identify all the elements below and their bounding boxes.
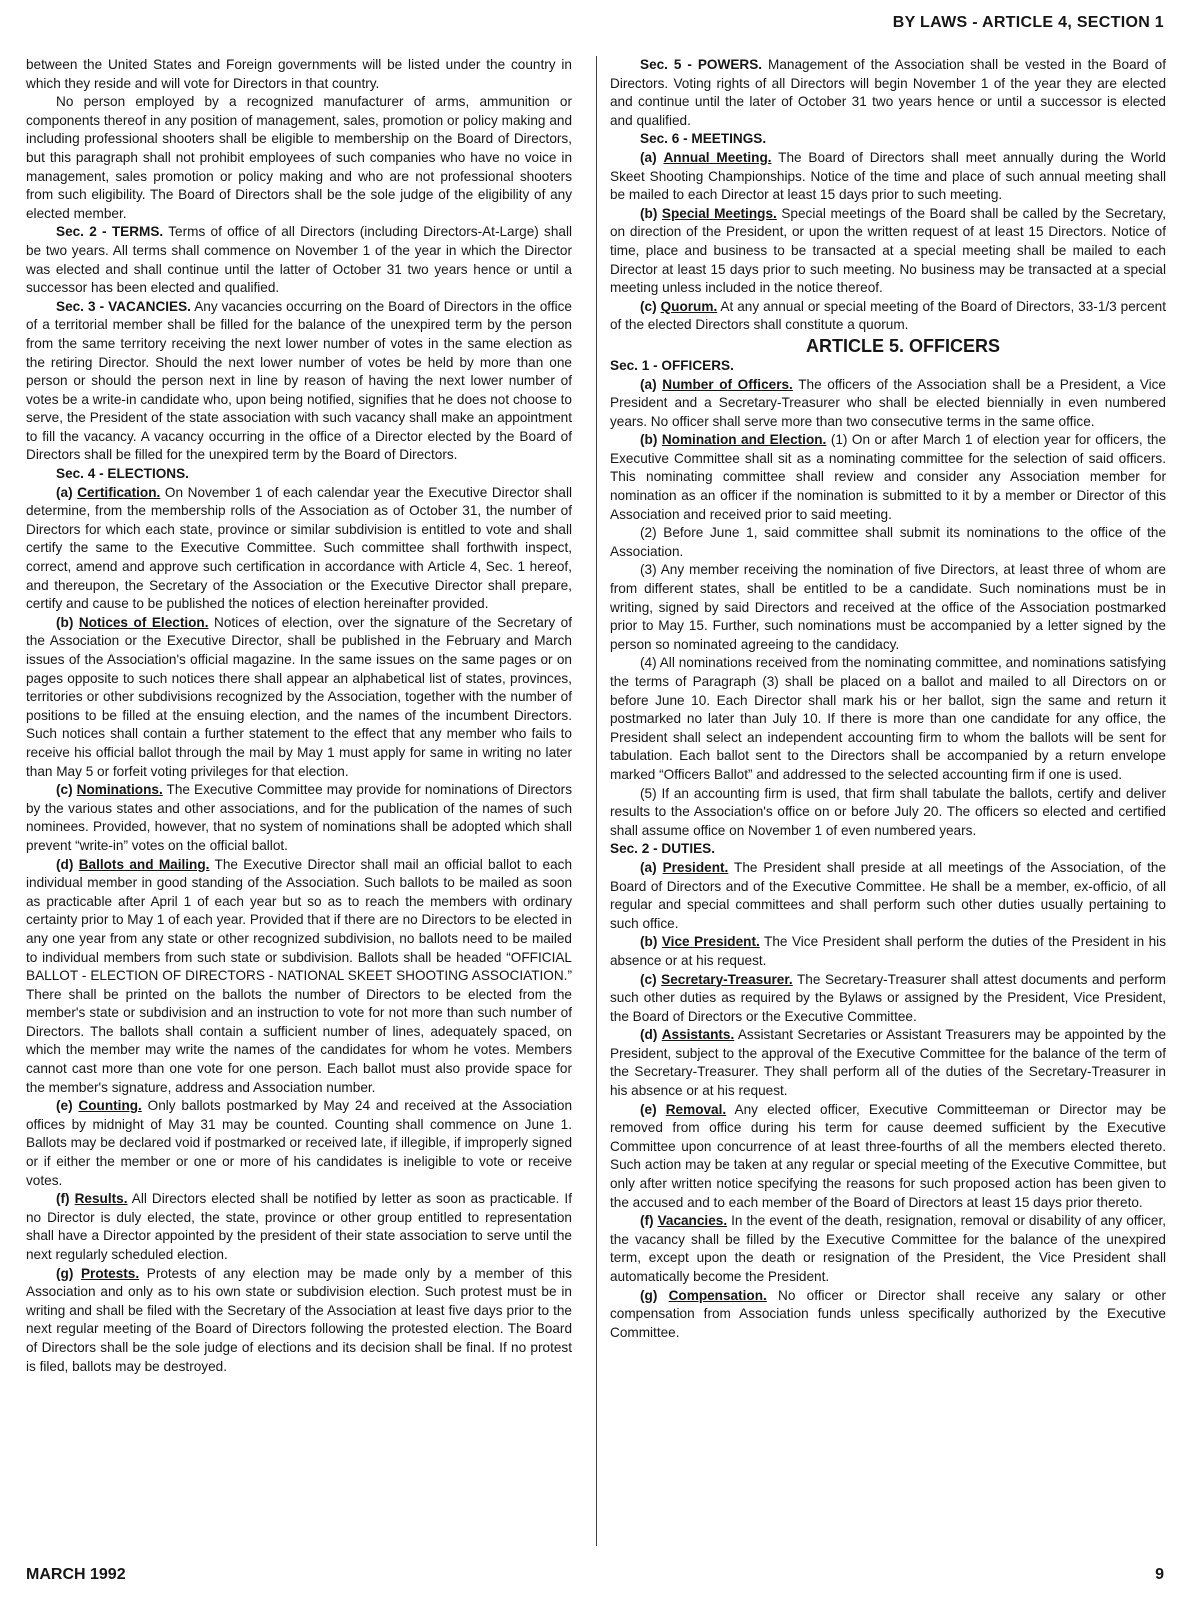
paragraph: (5) If an accounting firm is used, that firm shall tabulate the ballots, certify and deliver results to the Association's office on or before July 20. The officers so elected and certified shall assume office on November 1 of even numbered years.: [610, 785, 1166, 838]
clause-title: Quorum.: [660, 298, 718, 314]
clause-label: (a): [640, 149, 657, 165]
clause-vice-president: [610, 933, 1166, 970]
clause-text: Any elected officer, Executive Committeeman or Director may be removed from office during his term for cause deemed sufficient by the Executive Committee upon concurrence of at least three-fourths of all the members elected thereto. Such action may be taken at any regular or special meeting of the Executive Committee, but only after written notice specifying the reasons for such proposed action has been given to the accused and to each member of the Board of Directors at least 15 days prior thereto.: [610, 1101, 1167, 1210]
clause-text: Assistant Secretaries or Assistant Treasurers may be appointed by the President, subject to the approval of the Executive Committee for the balance of the term of the Secretary-Treasurer. They shall perform all of the duties of the Secretary-Treasurer in his absence or at his request.: [610, 1027, 1167, 1099]
paragraph: between the United States and Foreign governments will be listed under the country in which they reside and will vote for Directors in that country.: [26, 57, 572, 91]
clause-text: (1) On or after March 1 of election year for officers, the Executive Committee shall sit as a nominating committee for the selection of said officers. This nominating committee shall review and consider any Association member for nomination as an officer if the nomination is submitted to it by a member or Director of this Association and received prior to said meeting.: [610, 432, 1167, 522]
clause-title: Nomination and Election.: [661, 432, 827, 448]
clause-g-protests: [26, 1265, 572, 1377]
running-header: BY LAWS - ARTICLE 4, SECTION 1: [892, 14, 1164, 31]
clause-text: On November 1 of each calendar year the Executive Director shall determine, from the membership rolls of the Association as of October 31, the number of Directors for which each state, province or similar subdivision is entitled to vote and shall certify the same to the Executive Committee. Such committee shall forthwith inspect, correct, amend and approve such certification in accordance with Article 4, Sec. 1 hereof, and thereupon, the Secretary of the Association or the Executive Director shall prepare, certify and cause to be published the notices of election hereinafter provided.: [26, 484, 572, 612]
clause-c-nominations: [26, 781, 572, 855]
paragraph: (3) Any member receiving the nomination of five Directors, at least three of whom are from different states, shall be entitled to be a candidate. Such nominations must be in writing, signed by said Directors and received at the office of the Association postmarked prior to May 15. Further, such nominations must be accompanied by a letter signed by the person so nominated agreeing to the candidacy.: [610, 562, 1166, 652]
section-text: Any vacancies occurring on the Board of Directors in the office of a territorial member shall be filled for the balance of the unexpired term by the person from the same territory receiving the next lower number of votes in the same election as the retiring Director. Should the next lower number of votes be held by more than one person or should the person next in line by reason of having the next lower number of votes be a write-in candidate who, upon being notified, signifies that he does not choose to serve, the President of the state association with such vacancy shall make an appointment to fill the vacancy. A vacancy occurring in the office of a Director elected by the Board of Directors shall be filled for the unexpired term by the Board of Directors.: [26, 298, 572, 463]
clause-title: Nominations.: [76, 782, 163, 798]
clause-label: (b): [56, 614, 74, 630]
clause-special-meetings: [610, 205, 1166, 298]
clause-title: Vice President.: [661, 934, 760, 950]
section-5-powers: [610, 56, 1166, 130]
section-2-terms: [26, 223, 572, 297]
footer-date: MARCH 1992: [26, 1566, 126, 1583]
clause-f-results: [26, 1190, 572, 1264]
clause-e-counting: [26, 1097, 572, 1190]
clause-removal: [610, 1101, 1166, 1213]
clause-title: President.: [662, 859, 729, 875]
clause-title: Secretary-Treasurer.: [661, 971, 793, 987]
clause-title: Vacancies.: [657, 1213, 728, 1229]
section-heading: Sec. 1 - OFFICERS.: [610, 357, 734, 373]
clause-title: Certification.: [77, 484, 161, 500]
section-heading: Sec. 4 - ELECTIONS.: [56, 466, 189, 482]
clause-title: Removal.: [665, 1101, 727, 1117]
clause-label: (c): [640, 971, 657, 987]
clause-title: Protests.: [80, 1265, 140, 1281]
clause-text: At any annual or special meeting of the Board of Directors, 33-1/3 percent of the elected Directors shall constitute a quorum.: [610, 298, 1167, 333]
clause-label: (b): [640, 205, 658, 221]
clause-title: Ballots and Mailing.: [78, 856, 210, 872]
clause-label: (e): [640, 1101, 657, 1117]
clause-label: (b): [640, 934, 658, 950]
section-heading: Sec. 3 - VACANCIES.: [56, 298, 191, 314]
clause-assistants: [610, 1026, 1166, 1100]
section-heading: Sec. 2 - TERMS.: [56, 224, 164, 240]
clause-vacancies: [610, 1212, 1166, 1286]
clause-d-ballots: [26, 856, 572, 1098]
clause-text: The Vice President shall perform the duties of the President in his absence or at his request.: [610, 934, 1166, 968]
left-column: [26, 56, 572, 1376]
clause-text: Notices of election, over the signature of the Secretary of the Association or the Executive Director, shall be published in the February and March issues of the Association's official magazine. In the same issues on the same pages or on pages opposite to such notices there shall appear an alphabetical list of states, provinces, territories or other subdivisions recognized by the Association, together with the number of positions to be filled at the ensuing election, and the names of the incumbent Directors. Such notices shall contain a further statement to the effect that any member who fails to receive his official ballot through the mail by May 1 must apply for same in writing no later than May 5 or forfeit voting privileges for that election.: [26, 614, 573, 779]
clause-label: (c): [56, 782, 73, 798]
clause-title: Special Meetings.: [661, 205, 777, 221]
column-divider: [596, 56, 597, 1546]
clause-b-notices: [26, 614, 572, 781]
clause-compensation: [610, 1287, 1166, 1343]
clause-label: (f): [56, 1191, 70, 1207]
clause-number-of-officers: [610, 376, 1166, 432]
clause-label: (a): [640, 376, 657, 392]
clause-label: (b): [640, 432, 658, 448]
clause-title: Compensation.: [668, 1287, 767, 1303]
clause-label: (a): [640, 859, 657, 875]
clause-text: The President shall preside at all meetings of the Association, of the Board of Directors and of the Executive Committee. He shall be a member, ex-officio, of all regular and special committees and shall perform such other duties usually pertaining to such office.: [610, 859, 1167, 931]
clause-text: Special meetings of the Board shall be called by the Secretary, on direction of the President, or upon the written request of at least 15 Directors. Notice of time, place and business to be transacted at a special meeting shall be mailed to each Director at least 15 days prior to such meeting. No business may be transacted at a special meeting unless included in the notice thereof.: [610, 205, 1166, 296]
clause-label: (d): [56, 856, 74, 872]
clause-text: The Secretary-Treasurer shall attest documents and perform such other duties as required by the Bylaws or assigned by the President, Vice President, the Board of Directors or the Executive Committee.: [610, 971, 1167, 1024]
section-heading: Sec. 2 - DUTIES.: [610, 841, 716, 857]
clause-text: Only ballots postmarked by May 24 and received at the Association offices by midnight of May 31 may be counted. Counting shall commence on June 1. Ballots may be declared void if postmarked or received late, if illegible, if improperly signed or if either the member or one or more of his candidates is ineligible to vote or receive votes.: [26, 1098, 572, 1188]
clause-a-certification: [26, 484, 572, 614]
clause-title: Counting.: [78, 1098, 142, 1114]
section-heading: Sec. 5 - POWERS.: [640, 57, 763, 72]
clause-label: (e): [56, 1098, 73, 1114]
article-5-title: ARTICLE 5. OFFICERS: [805, 335, 1000, 356]
section-heading: Sec. 6 - MEETINGS.: [640, 131, 767, 147]
clause-label: (a): [56, 484, 73, 500]
clause-text: The officers of the Association shall be a President, a Vice President and a Secretary-Treasurer who shall be elected biennially in even numbered years. No officer shall serve more than two consecutive terms in the same office.: [610, 376, 1166, 429]
paragraph: No person employed by a recognized manufacturer of arms, ammunition or components thereof in any position of management, sales, promotion or policy making and including professional shooters shall be eligible to membership on the Board of Directors, but this paragraph shall not prohibit employees of such companies who have no voice in management, sales promotion or policy making and who are not professional shooters from such eligibility. The Board of Directors shall be the sole judge of the eligibility of any elected member.: [26, 94, 572, 221]
clause-president: [610, 859, 1166, 933]
clause-title: Annual Meeting.: [663, 149, 772, 165]
clause-title: Assistants.: [661, 1027, 735, 1043]
clause-title: Results.: [74, 1191, 128, 1207]
clause-title: Number of Officers.: [662, 376, 793, 392]
clause-title: Notices of Election.: [78, 614, 209, 630]
clause-text: The Executive Committee may provide for nominations of Directors by the various states and other associations, and for the publication of the names of such nominees. Provided, however, that no system of nominations shall be adopted which shall prevent “write-in” votes on the official ballot.: [26, 782, 572, 853]
clause-label: (g): [56, 1265, 74, 1281]
paragraph: (2) Before June 1, said committee shall submit its nominations to the office of the Association.: [610, 525, 1166, 559]
clause-quorum: [610, 298, 1166, 335]
section-3-vacancies: [26, 298, 572, 465]
section-text: Terms of office of all Directors (including Directors-At-Large) shall be two years. All terms shall commence on November 1 of the year in which the Director was elected and shall continue until the latter of October 31 two years hence or until a successor has been elected and qualified.: [26, 224, 573, 296]
clause-text: All Directors elected shall be notified by letter as soon as practicable. If no Director is duly elected, the state, province or other group entitled to representation shall have a Director appointed by the president of their state association to serve until the next regularly scheduled election.: [26, 1191, 572, 1262]
clause-label: (d): [640, 1027, 658, 1043]
clause-nomination-election: [610, 431, 1166, 524]
clause-annual-meeting: [610, 149, 1166, 205]
clause-text: The Board of Directors shall meet annually during the World Skeet Shooting Championships. Notice of the time and place of such annual meeting shall be mailed to each Director at least 15 days prior to such meeting.: [610, 149, 1166, 203]
clause-text: No officer or Director shall receive any salary or other compensation from Association funds unless specifically authorized by the Executive Committee.: [610, 1287, 1167, 1340]
clause-label: (c): [640, 298, 657, 314]
clause-secretary-treasurer: [610, 971, 1166, 1027]
right-column: [610, 56, 1166, 1342]
clause-label: (g): [640, 1287, 658, 1303]
paragraph: (4) All nominations received from the nominating committee, and nominations satisfying the terms of Paragraph (3) shall be placed on a ballot and mailed to all Directors on or before June 10. Each Director shall mark his or her ballot, sign the same and return it postmarked no later than July 10. If there is more than one candidate for any office, the President shall select an independent accounting firm to whom the ballots will be sent for tabulation. Each ballot sent to the Directors shall be accompanied by a return envelope marked “Officers Ballot” and addressed to the selected accounting firm if one is used.: [610, 655, 1166, 782]
clause-text: The Executive Director shall mail an official ballot to each individual member in good standing of the Association. Such ballots to be mailed as soon as practicable after April 1 of each year but so as to reach the members with ordinary certainty prior to May 1 of each year. Provided that if there are no Directors to be elected in any one year from any state or other recognized subdivision, no ballots need to be mailed to individual members from such state or subdivision. Ballots shall be headed “OFFICIAL BALLOT - ELECTION OF DIRECTORS - NATIONAL SKEET SHOOTING ASSOCIATION.” There shall be printed on the ballots the number of Directors to be elected from the member's state or subdivision and an instruction to vote for not more than such number of Directors. The ballots shall contain a sufficient number of lines, adequately spaced, on which the member may write the names of the candidates for whom he votes. Members cannot cast more than one vote for one person. Each ballot must also provide space for the member's signature, address and Association number.: [26, 856, 573, 1095]
page-number: 9: [1155, 1566, 1164, 1583]
section-text: Management of the Association shall be vested in the Board of Directors. Voting rights of all Directors will begin November 1 of the year they are elected and continue until the later of October 31 two years hence or until a successor is elected and qualified.: [610, 57, 1166, 128]
clause-text: In the event of the death, resignation, removal or disability of any officer, the vacancy shall be filled by the Executive Committee for the balance of the unexpired term, except upon the death or resignation of the President, the Vice President shall automatically become the President.: [610, 1213, 1166, 1284]
clause-text: Protests of any election may be made only by a member of this Association and only as to his own state or subdivision election. Such protest must be in writing and shall be filed with the Secretary of the Association at least five days prior to the next regular meeting of the Board of Directors following the protested election. The Board of Directors shall be the sole judge of elections and its decision shall be final. If no protest is filed, ballots may be destroyed.: [26, 1265, 572, 1374]
clause-label: (f): [640, 1213, 654, 1229]
